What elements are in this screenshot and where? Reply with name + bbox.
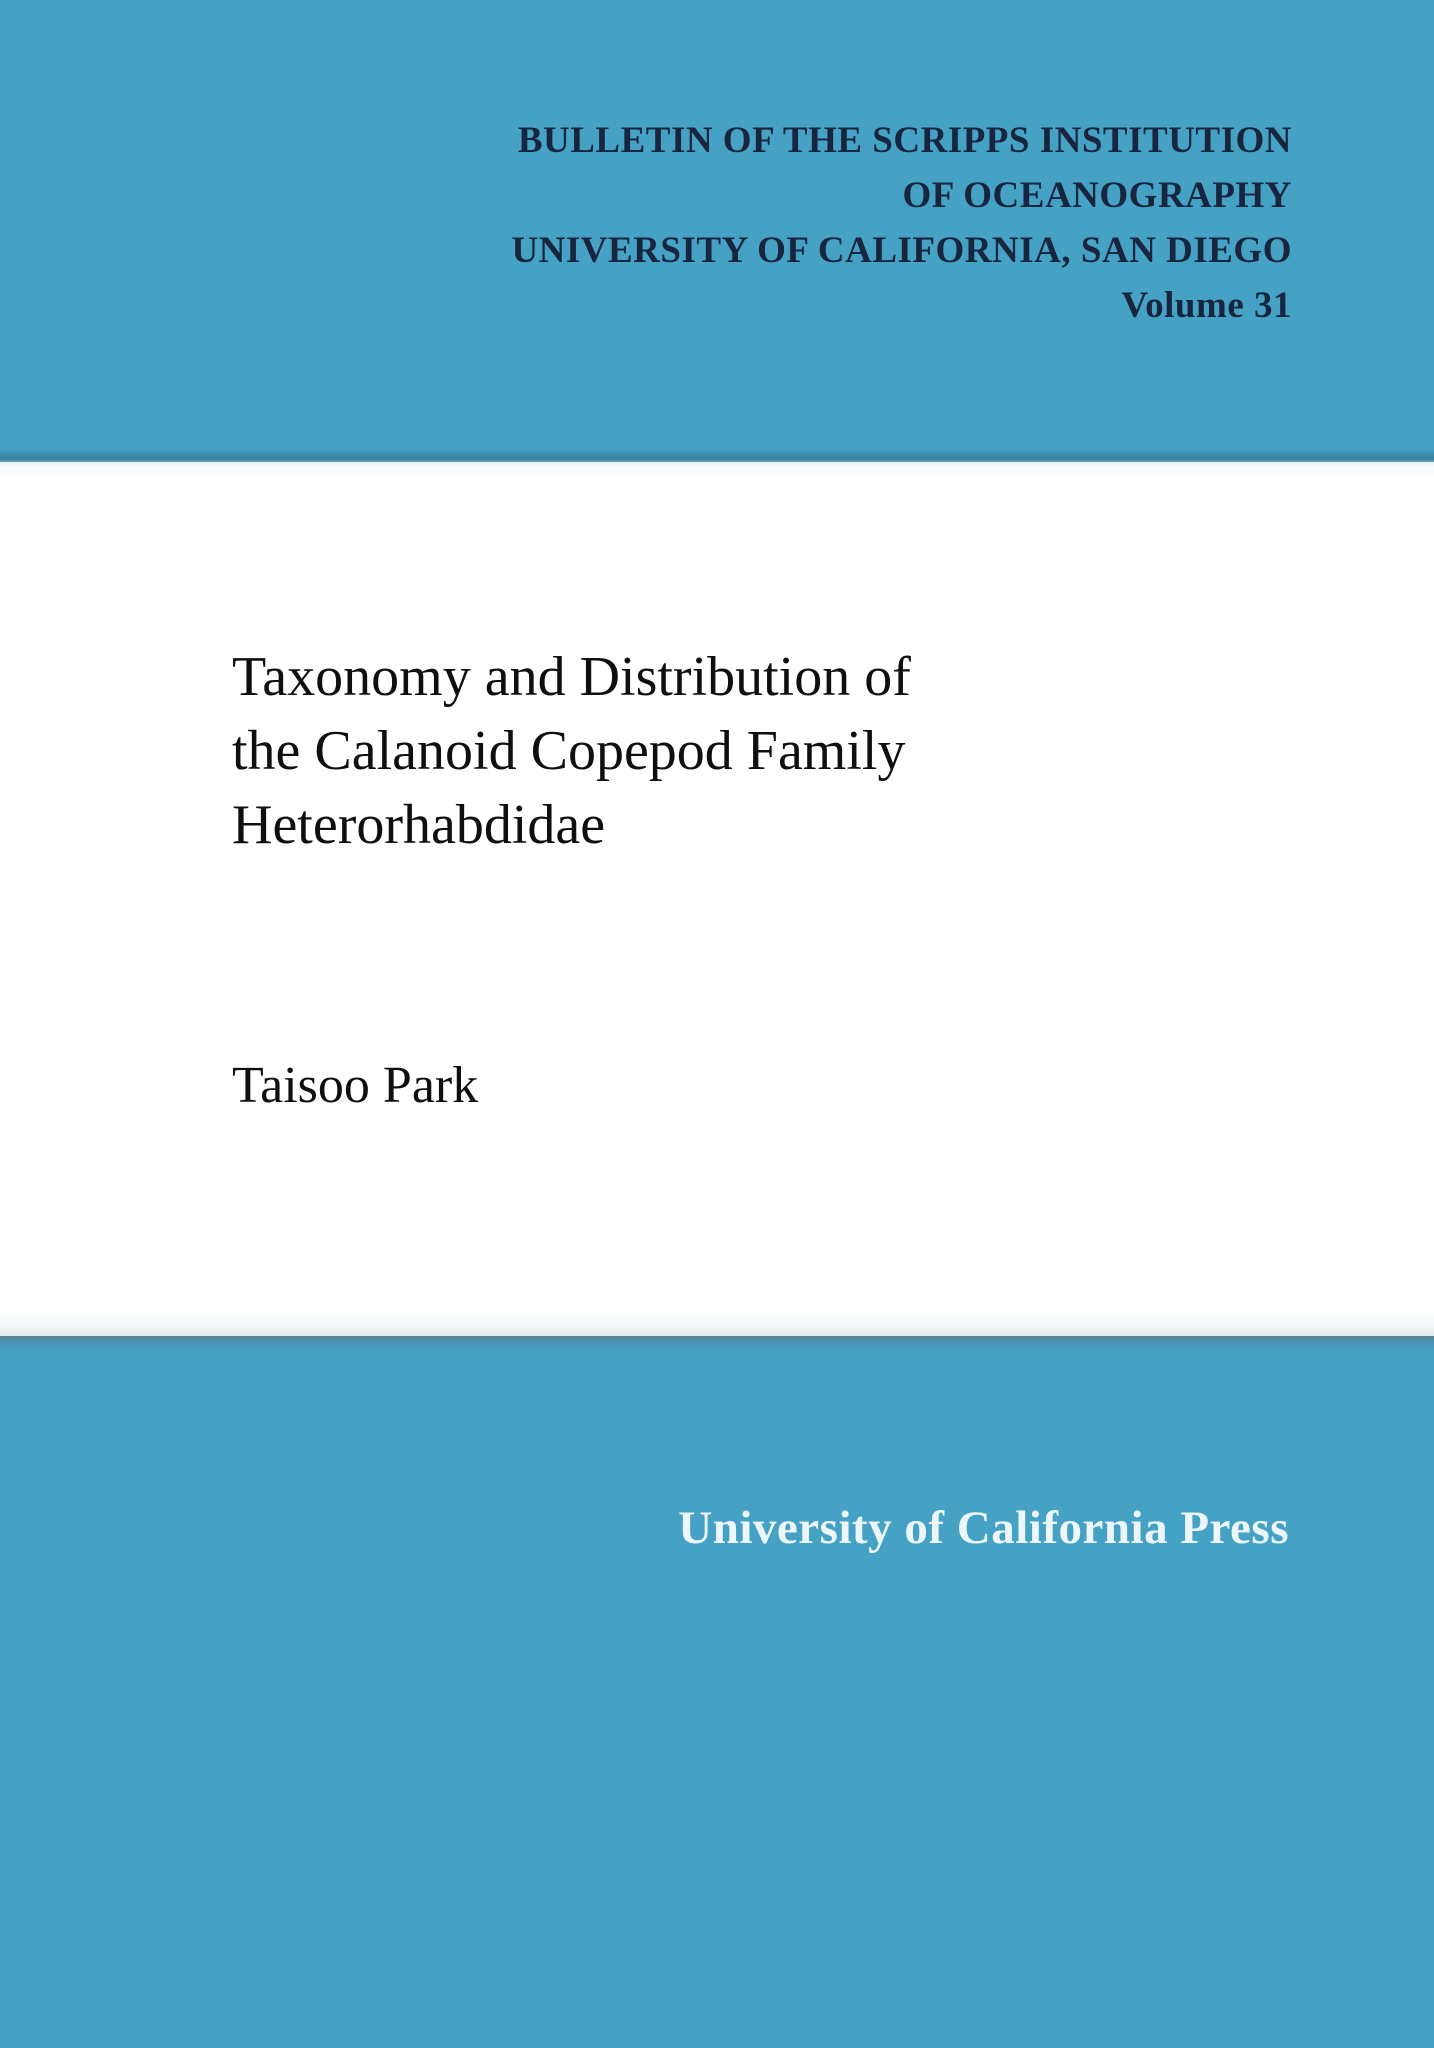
title-line-2: the Calanoid Copepod Family <box>232 720 906 782</box>
header-line-oceanography: OF OCEANOGRAPHY <box>902 175 1292 216</box>
author-name: Taisoo Park <box>232 1057 479 1114</box>
middle-white-band <box>0 462 1434 1336</box>
bottom-blue-band <box>0 1336 1434 2048</box>
header-line-volume: Volume 31 <box>1121 285 1292 326</box>
header-line-bulletin: BULLETIN OF THE SCRIPPS INSTITUTION <box>517 120 1292 161</box>
header-line-university: UNIVERSITY OF CALIFORNIA, SAN DIEGO <box>511 230 1292 271</box>
series-header <box>511 113 1292 333</box>
title-line-3: Heterorhabdidae <box>232 794 606 856</box>
publisher-name: University of California Press <box>678 1502 1289 1554</box>
book-title <box>232 640 911 862</box>
title-line-1: Taxonomy and Distribution of <box>232 646 911 708</box>
